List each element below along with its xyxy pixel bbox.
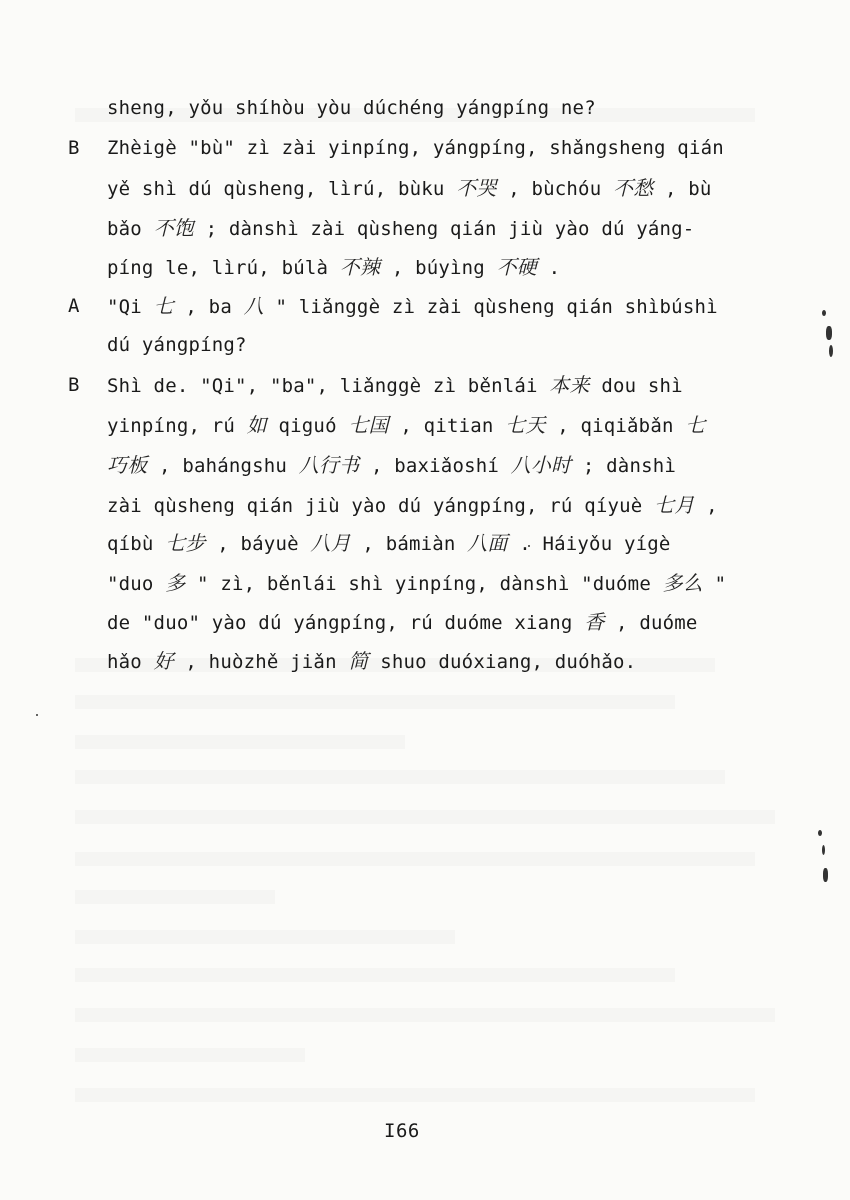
chinese-gloss: 巧板 (107, 453, 148, 477)
chinese-gloss: 如 (246, 413, 267, 437)
chinese-gloss: 不愁 (612, 176, 654, 200)
chinese-gloss: 八行书 (298, 453, 360, 477)
text-line: píng le, lìrú, búlà 不辣 , búyìng 不硬 . (107, 255, 561, 279)
chinese-gloss: 好 (153, 649, 174, 673)
text-line: yě shì dú qùsheng, lìrú, bùku 不哭 , bùchóu 不愁 , bù (107, 176, 712, 200)
chinese-gloss: 八 (243, 294, 264, 318)
chinese-gloss: 不辣 (339, 255, 381, 279)
chinese-gloss: 不饱 (153, 216, 194, 240)
speaker-label: B (68, 137, 80, 159)
speaker-label: A (68, 295, 80, 317)
text-line: hǎo 好 , huòzhě jiǎn 简 shuo duóxiang, duóhǎo. (107, 649, 637, 673)
page-number: I66 (384, 1120, 420, 1142)
text-line: yinpíng, rú 如 qiguó 七国 , qitian 七天 , qiqiǎbǎn 七 (107, 413, 706, 437)
text-line: sheng, yǒu shíhòu yòu dúchéng yángpíng ne? (107, 97, 596, 119)
chinese-gloss: 不哭 (456, 176, 497, 200)
chinese-gloss: 不硬 (496, 255, 537, 279)
chinese-gloss: 七 (153, 294, 174, 318)
chinese-gloss: 七天 (505, 413, 546, 437)
text-line: "Qi 七 , ba 八 " liǎnggè zì zài qùsheng qián shìbúshì (107, 294, 718, 318)
text-line: dú yángpíng? (107, 334, 247, 356)
chinese-gloss: 简 (348, 649, 369, 673)
chinese-gloss: 七 (685, 413, 706, 437)
chinese-gloss: 七步 (165, 531, 206, 555)
chinese-gloss: 七国 (348, 413, 389, 437)
text-line: Shì de. "Qi", "ba", liǎnggè zì běnlái 本来 dou shì (107, 373, 683, 397)
chinese-gloss: 多 (165, 571, 186, 595)
chinese-gloss: 七月 (654, 493, 695, 517)
chinese-gloss: 八面 (467, 531, 508, 555)
text-line: zài qùsheng qián jiù yào dú yángpíng, rú qíyuè 七月 , (107, 493, 718, 517)
text-line: de "duo" yào dú yángpíng, rú duóme xiang 香 , duóme (107, 610, 698, 634)
text-line: qíbù 七步 , báyuè 八月 , bámiàn 八面 . Háiyǒu yígè (107, 531, 671, 555)
chinese-gloss: 八小时 (510, 453, 572, 477)
text-line: bǎo 不饱 ; dànshì zài qùsheng qián jiù yào dú yáng- (107, 216, 695, 240)
chinese-gloss: 多么 (662, 571, 704, 595)
speaker-label: B (68, 374, 80, 396)
text-line: Zhèigè "bù" zì zài yinpíng, yángpíng, shǎngsheng qián (107, 137, 724, 159)
chinese-gloss: 本来 (549, 373, 590, 397)
text-line: 巧板 , bahángshu 八行书 , baxiǎoshí 八小时 ; dànshì (107, 453, 677, 477)
chinese-gloss: 香 (584, 610, 605, 634)
text-line: "duo 多 " zì, běnlái shì yinpíng, dànshì "duóme 多么 " (107, 571, 727, 595)
chinese-gloss: 八月 (310, 531, 351, 555)
